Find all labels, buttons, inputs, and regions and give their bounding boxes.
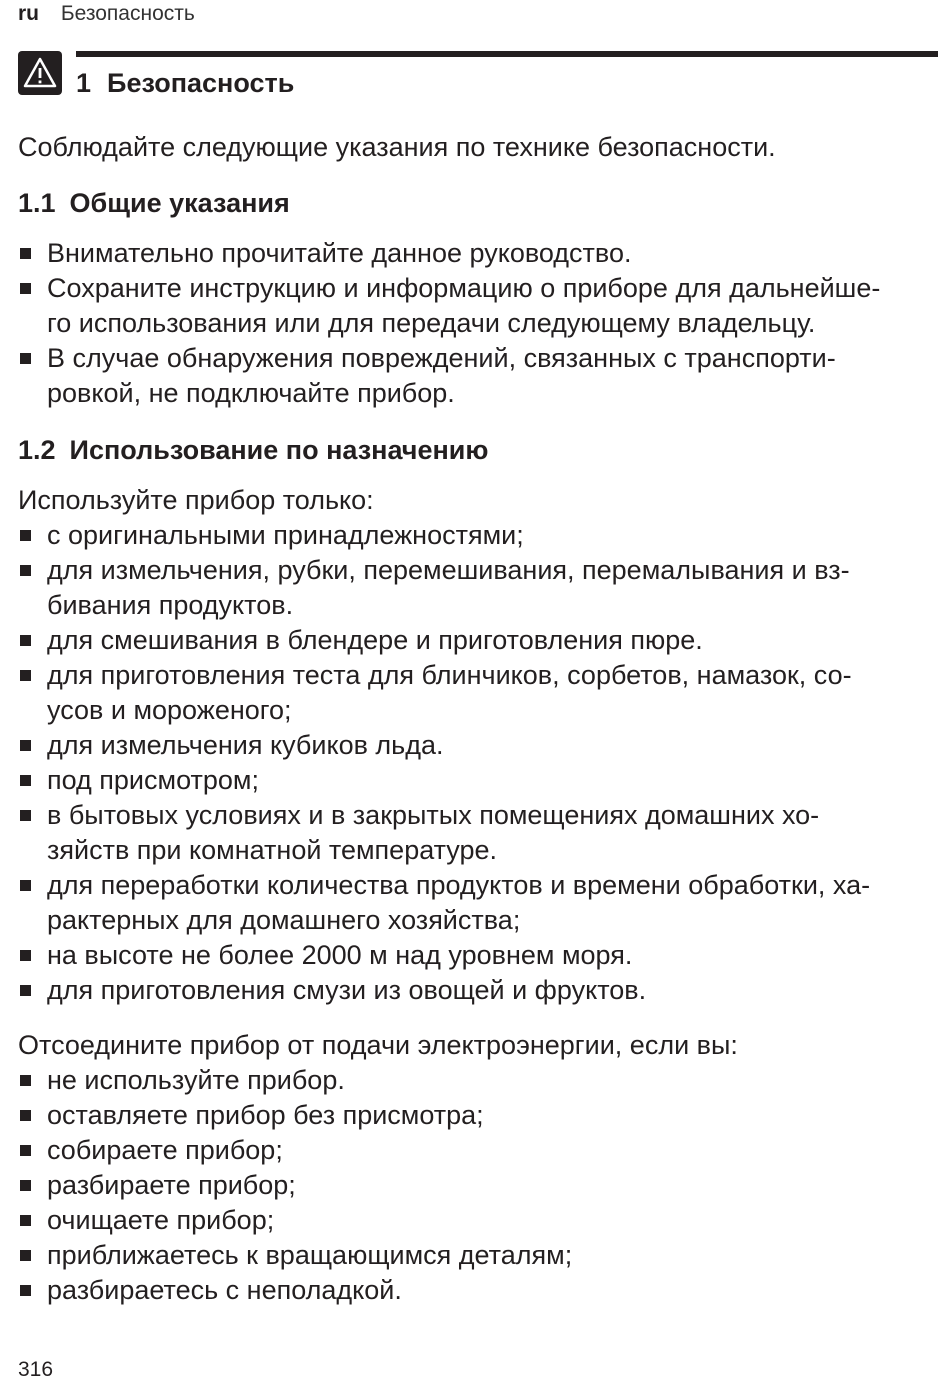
section-title: Общие указания [69, 188, 290, 218]
section-number: 1.2 [18, 435, 56, 465]
list-item: Сохраните инструкцию и информацию о приборе для дальнейше- го использования или для передачи следующему владельцу. [18, 271, 938, 341]
section-title: Использование по назначению [69, 435, 489, 465]
intended-use-lead: Используйте прибор только: [18, 485, 374, 515]
list-item-text: оставляете прибор без присмотра; [47, 1100, 484, 1130]
list-item-text: для смешивания в блендере и приготовления пюре. [47, 625, 703, 655]
header-section-title: Безопасность [60, 2, 195, 25]
section-heading [18, 185, 938, 221]
section-heading [18, 432, 938, 468]
disconnect-lead: Отсоедините прибор от подачи электроэнергии, если вы: [18, 1030, 738, 1060]
section-number: 1.1 [18, 188, 56, 218]
list-item-text: для приготовления смузи из овощей и фруктов. [47, 975, 647, 1005]
intended-use-list [18, 518, 938, 1008]
list-item-text: приближаетесь к вращающимся деталям; [47, 1240, 573, 1270]
disconnect-list [18, 1063, 938, 1308]
list-item-text: разбираетесь с неполадкой. [47, 1275, 402, 1305]
list-item [18, 1133, 938, 1168]
general-list [18, 236, 938, 411]
list-item: для приготовления теста для блинчиков, сорбетов, намазок, со- усов и мороженого; [18, 658, 938, 728]
list-item [18, 1203, 938, 1238]
running-header [18, 0, 195, 28]
list-item [18, 1168, 938, 1203]
list-item: для переработки количества продуктов и времени обработки, ха- рактерных для домашнего хозяйства; [18, 868, 938, 938]
language-code: ru [18, 2, 39, 25]
list-item [18, 728, 938, 763]
list-item [18, 236, 938, 271]
list-item [18, 1063, 938, 1098]
list-item-text: разбираете прибор; [47, 1170, 296, 1200]
list-item [18, 518, 938, 553]
list-item [18, 938, 938, 973]
chapter-number: 1 [76, 68, 92, 98]
warning-icon [18, 51, 62, 95]
section-intended-use [18, 432, 938, 1008]
section-disconnect [18, 1028, 938, 1308]
list-item-text: собираете прибор; [47, 1135, 283, 1165]
list-item-text: не используйте прибор. [47, 1065, 345, 1095]
list-item: для измельчения, рубки, перемешивания, перемалывания и вз- бивания продуктов. [18, 553, 938, 623]
list-item-text: очищаете прибор; [47, 1205, 275, 1235]
section-general [18, 185, 938, 411]
list-item-text: Внимательно прочитайте данное руководство. [47, 238, 632, 268]
chapter-heading [76, 65, 294, 101]
list-item-text: на высоте не более 2000 м над уровнем моря. [47, 940, 633, 970]
list-item-text: с оригинальными принадлежностями; [47, 520, 524, 550]
list-item-text: для измельчения кубиков льда. [47, 730, 444, 760]
chapter-rule [76, 51, 938, 57]
list-item: В случае обнаружения повреждений, связанных с транспорти- ровкой, не подключайте прибор. [18, 341, 938, 411]
chapter-title: Безопасность [107, 68, 295, 98]
page-number: 316 [18, 1358, 54, 1381]
list-item: в бытовых условиях и в закрытых помещениях домашних хо- зяйств при комнатной температуре. [18, 798, 938, 868]
list-item-text: под присмотром; [47, 765, 259, 795]
list-item [18, 1273, 938, 1308]
list-item [18, 973, 938, 1008]
list-item [18, 623, 938, 658]
list-item [18, 1238, 938, 1273]
list-item [18, 1098, 938, 1133]
intro-text: Соблюдайте следующие указания по технике безопасности. [18, 132, 776, 162]
list-item [18, 763, 938, 798]
